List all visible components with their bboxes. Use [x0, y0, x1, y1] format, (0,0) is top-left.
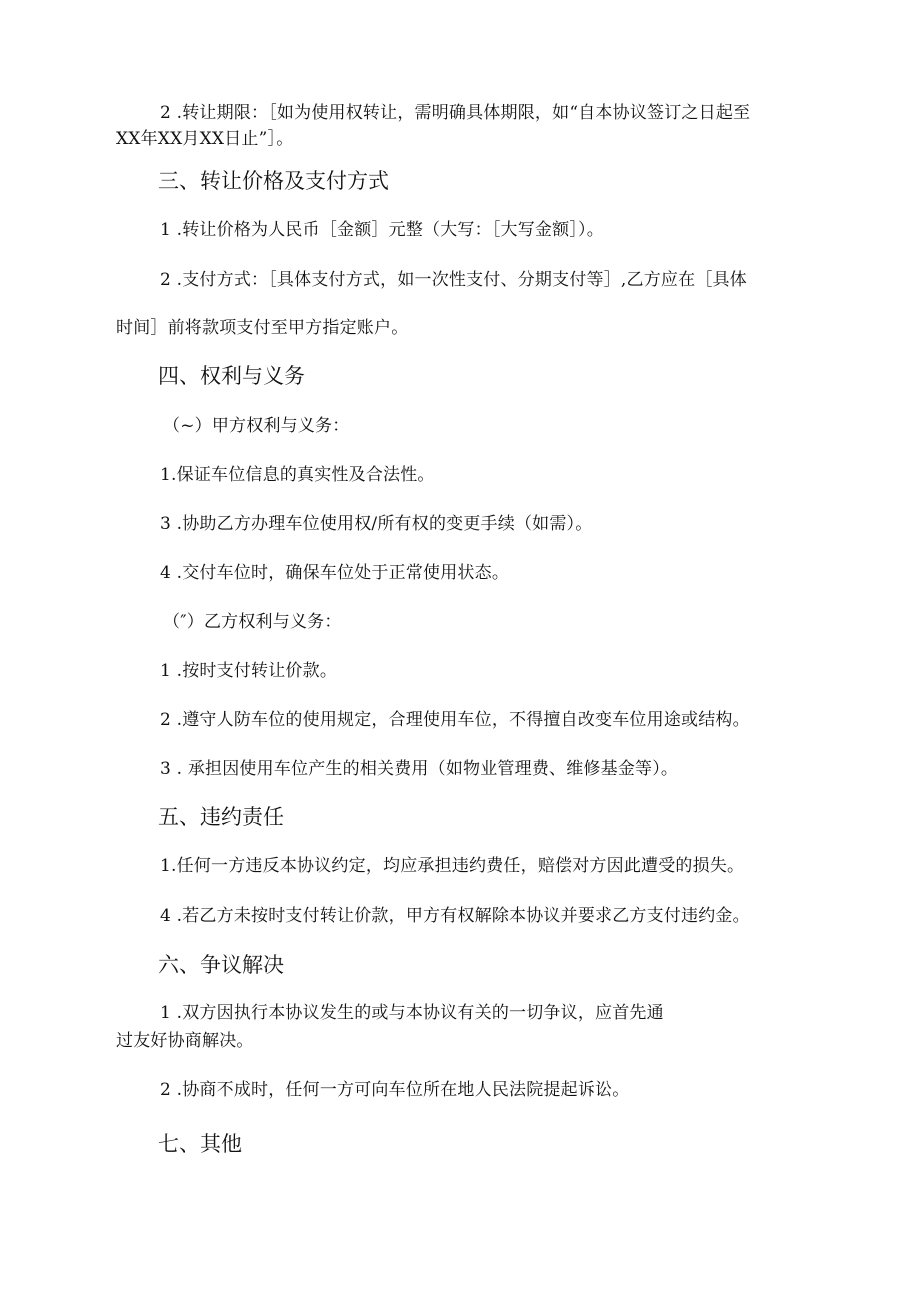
transfer-term-line-2: XX年XX月XX日止”］。 — [116, 129, 294, 149]
party-b-item-1: 1 .按时支付转让价款。 — [160, 661, 338, 681]
party-a-item-1: 1.保证车位信息的真实性及合法性。 — [160, 465, 435, 485]
party-b-item-3: 3 . 承担因使用车位产生的相关费用（如物业管理费、维修基金等）。 — [160, 759, 679, 779]
section-heading-rights-obligations: 四、权利与义务 — [158, 364, 305, 388]
party-a-item-2: 3 .协助乙方办理车位使用权/所有权的变更手续（如需）。 — [160, 514, 593, 534]
party-a-subheading: （~）甲方权利与义务： — [163, 416, 350, 436]
transfer-term-line-1: 2 .转让期限：［如为使用权转让，需明确具体期限，如“自本协议签订之日起至 — [160, 103, 751, 123]
payment-method-line-1: 2 .支付方式：［具体支付方式，如一次性支付、分期支付等］,乙方应在［具体 — [160, 270, 747, 290]
section-heading-dispute-resolution: 六、争议解决 — [158, 953, 284, 977]
price-clause: 1 .转让价格为人民币［金额］元整（大写：［大写金额］）。 — [160, 220, 604, 240]
liability-item-1: 1.任何一方违反本协议约定，均应承担违约费任，赔偿对方因此遭受的损失。 — [160, 856, 745, 876]
dispute-item-1-line-1: 1 .双方因执行本协议发生的或与本协议有关的一切争议，应首先通 — [160, 1003, 664, 1023]
payment-method-line-2: 时间］前将款项支付至甲方指定账户。 — [116, 318, 409, 338]
liability-item-2: 4 .若乙方未按时支付转让价款，甲方有权解除本协议并要求乙方支付违约金。 — [160, 906, 750, 926]
section-heading-other: 七、其他 — [158, 1132, 242, 1156]
dispute-item-2: 2 .协商不成时，任何一方可向车位所在地人民法院提起诉讼。 — [160, 1080, 630, 1100]
section-heading-price-payment: 三、转让价格及支付方式 — [158, 169, 389, 193]
party-a-item-3: 4 .交付车位时，确保车位处于正常使用状态。 — [160, 563, 510, 583]
section-heading-liability: 五、违约责任 — [158, 805, 284, 829]
dispute-item-1-line-2: 过友好协商解决。 — [116, 1031, 254, 1051]
party-b-item-2: 2 .遵守人防车位的使用规定，合理使用车位，不得擅自改变车位用途或结构。 — [160, 710, 750, 730]
party-b-subheading: （″）乙方权利与义务： — [163, 612, 342, 632]
